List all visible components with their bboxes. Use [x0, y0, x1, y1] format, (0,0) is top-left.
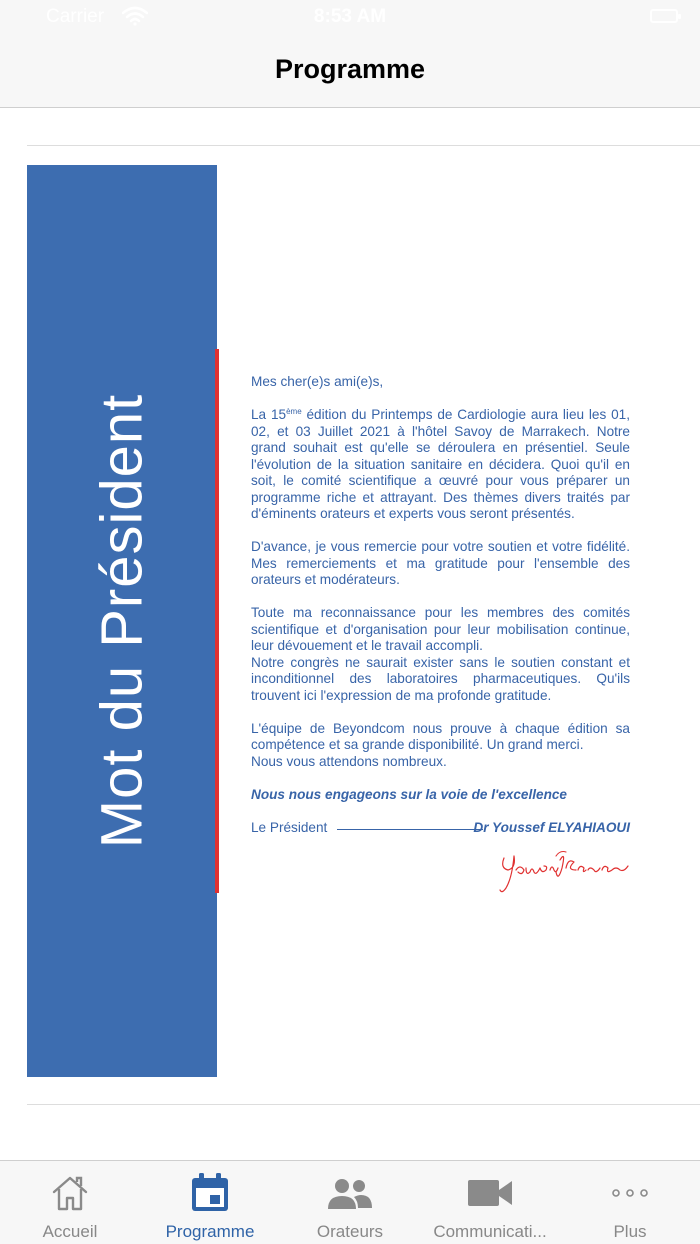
tab-label: Accueil — [42, 1222, 98, 1241]
signature-label: Le Président — [251, 819, 328, 835]
president-banner — [27, 165, 217, 1077]
tab-orateurs[interactable] — [280, 1161, 420, 1244]
battery-icon — [650, 9, 678, 23]
divider — [27, 1104, 700, 1105]
letter-paragraph — [251, 605, 630, 704]
handwritten-signature — [496, 848, 632, 898]
letter-text: L'équipe de Beyondcom nous prouve à chaque édition sa compétence et sa grande disponibilité. Un grand merci. — [251, 720, 630, 752]
navigation-bar — [0, 34, 700, 108]
letter-text: La 15 — [251, 407, 287, 422]
letter-paragraph: D'avance, je vous remercie pour votre soutien et votre fidélité. Mes remerciements et ma gratitude pour l'ensemble des orateurs et modérateurs. — [251, 539, 630, 587]
tab-accueil[interactable] — [0, 1161, 140, 1244]
banner-title: Mot du Président — [89, 393, 155, 849]
divider — [27, 145, 700, 146]
calendar-icon — [190, 1173, 230, 1218]
tab-label: Communicati... — [433, 1222, 547, 1241]
letter-text: édition du Printemps de Cardiologie aura lieu les 01, 02, et 03 Juillet 2021 à l'hôtel Savoy de Marrakech. Notre grand souhait est qu'elle se déroulera en présentiel. Seule l'évolution de la situation sanitaire en décidera. Quoi qu'il en soit, le comité scientifique a œuvré pour vous préparer un programme riche et attrayant. Des thèmes divers traités par d'éminents orateurs et experts vous seront présentés. — [251, 407, 630, 521]
tab-bar — [0, 1160, 700, 1244]
page-title: Programme — [274, 54, 426, 84]
signature-name: Dr Youssef ELYAHIAOUI — [473, 819, 630, 835]
status-carrier: Carrier — [46, 6, 105, 27]
letter-text: Notre congrès ne saurait exister sans le soutien constant et inconditionnel des laboratoires pharmaceutiques. Qu'ils trouvent ici l'expression de ma profonde gratitude. — [251, 654, 630, 703]
status-bar — [0, 0, 700, 34]
video-icon — [467, 1173, 513, 1218]
tab-label: Plus — [613, 1222, 647, 1241]
tab-programme[interactable] — [140, 1161, 280, 1244]
letter-paragraph — [251, 721, 630, 771]
letter-superscript: ème — [286, 407, 302, 416]
tab-communications[interactable] — [420, 1161, 560, 1244]
letter-motto: Nous nous engageons sur la voie de l'excellence — [251, 786, 567, 802]
signature-row — [251, 820, 630, 838]
tab-label: Programme — [165, 1222, 255, 1241]
letter-paragraph — [251, 407, 630, 523]
tab-label: Orateurs — [316, 1222, 384, 1241]
tab-plus[interactable] — [560, 1161, 700, 1244]
letter-text: Toute ma reconnaissance pour les membres des comités scientifique et d'organisation pour leur mobilisation continue, leur dévouement et le travail accompli. — [251, 605, 630, 653]
accent-line — [215, 349, 219, 893]
people-icon — [327, 1173, 373, 1218]
more-icon — [610, 1173, 650, 1218]
letter-text: Nous vous attendons nombreux. — [251, 753, 447, 769]
status-time: 8:53 AM — [313, 6, 387, 27]
signature-line — [337, 829, 483, 830]
president-letter — [251, 374, 630, 838]
home-icon — [50, 1173, 90, 1218]
letter-greeting: Mes cher(e)s ami(e)s, — [251, 374, 384, 389]
